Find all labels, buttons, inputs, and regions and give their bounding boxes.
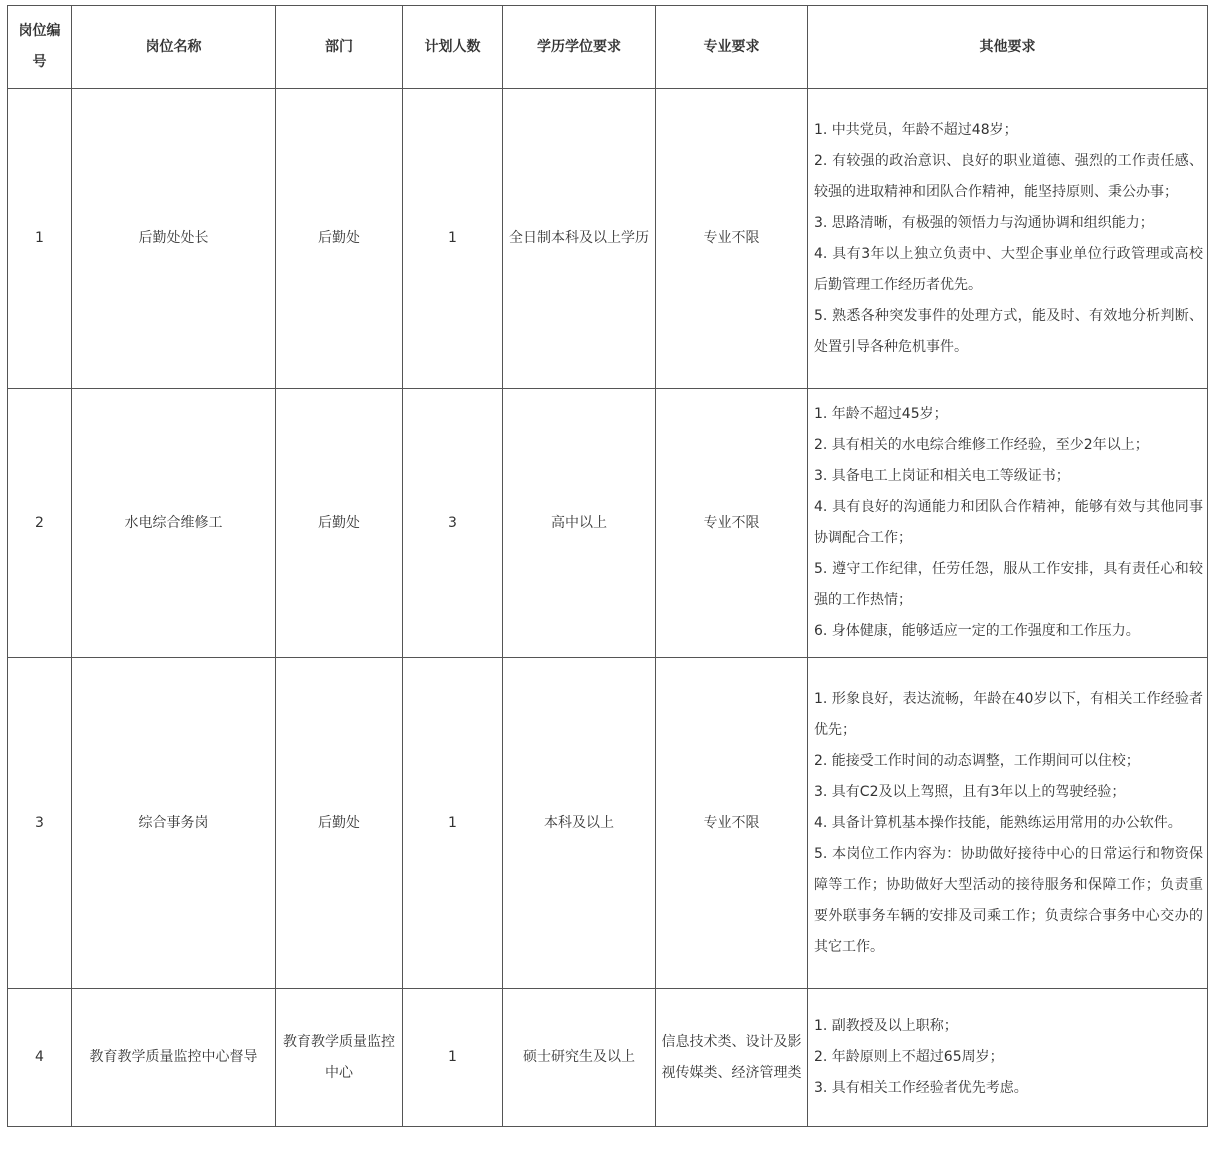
cell-position-no: 1 xyxy=(8,89,72,389)
cell-department: 后勤处 xyxy=(276,89,403,389)
cell-other-requirements xyxy=(808,389,1208,658)
cell-major: 专业不限 xyxy=(656,89,808,389)
requirement-line: 1. 中共党员，年龄不超过48岁； xyxy=(814,121,1018,138)
cell-planned-count: 3 xyxy=(403,389,503,658)
requirement-line: 2. 具有相关的水电综合维修工作经验，至少2年以上； xyxy=(814,437,1149,453)
requirement-line: 4. 具有良好的沟通能力和团队合作精神，能够有效与其他同事协调配合工作； xyxy=(814,499,1203,546)
cell-education: 全日制本科及以上学历 xyxy=(503,89,656,389)
cell-planned-count: 1 xyxy=(403,989,503,1127)
requirement-line: 5. 遵守工作纪律，任劳任怨，服从工作安排，具有责任心和较强的工作热情； xyxy=(814,561,1203,608)
cell-position-no: 2 xyxy=(8,389,72,658)
requirement-line: 2. 能接受工作时间的动态调整，工作期间可以住校； xyxy=(814,752,1140,769)
table-row xyxy=(8,658,1208,989)
header-department: 部门 xyxy=(276,6,403,89)
header-planned-count: 计划人数 xyxy=(403,6,503,89)
requirement-line: 1. 副教授及以上职称； xyxy=(814,1018,958,1034)
table-row xyxy=(8,989,1208,1127)
job-requirements-table xyxy=(7,5,1208,1127)
table-row xyxy=(8,89,1208,389)
cell-department: 后勤处 xyxy=(276,389,403,658)
cell-education: 本科及以上 xyxy=(503,658,656,989)
requirement-line: 3. 具有相关工作经验者优先考虑。 xyxy=(814,1080,1028,1096)
cell-other-requirements xyxy=(808,89,1208,389)
header-position-name: 岗位名称 xyxy=(72,6,276,89)
cell-department: 教育教学质量监控中心 xyxy=(276,989,403,1127)
requirement-line: 6. 身体健康，能够适应一定的工作强度和工作压力。 xyxy=(814,623,1140,639)
cell-position-name: 后勤处处长 xyxy=(72,89,276,389)
cell-other-requirements xyxy=(808,989,1208,1127)
requirement-line: 3. 思路清晰，有极强的领悟力与沟通协调和组织能力； xyxy=(814,214,1154,231)
cell-department: 后勤处 xyxy=(276,658,403,989)
cell-major: 信息技术类、设计及影视传媒类、经济管理类 xyxy=(656,989,808,1127)
cell-planned-count: 1 xyxy=(403,658,503,989)
cell-education: 高中以上 xyxy=(503,389,656,658)
requirement-line: 4. 具备计算机基本操作技能，能熟练运用常用的办公软件。 xyxy=(814,814,1182,831)
cell-position-name: 教育教学质量监控中心督导 xyxy=(72,989,276,1127)
requirement-line: 2. 有较强的政治意识、良好的职业道德、强烈的工作责任感、较强的进取精神和团队合作精神，能坚持原则、秉公办事； xyxy=(814,152,1203,200)
requirement-line: 3. 具备电工上岗证和相关电工等级证书； xyxy=(814,468,1070,484)
requirement-line: 5. 本岗位工作内容为：协助做好接待中心的日常运行和物资保障等工作；协助做好大型活动的接待服务和保障工作；负责重要外联事务车辆的安排及司乘工作；负责综合事务中心交办的其它工作。 xyxy=(814,845,1203,955)
cell-position-name: 综合事务岗 xyxy=(72,658,276,989)
cell-planned-count: 1 xyxy=(403,89,503,389)
cell-major: 专业不限 xyxy=(656,389,808,658)
requirement-line: 1. 形象良好，表达流畅，年龄在40岁以下，有相关工作经验者优先； xyxy=(814,690,1203,738)
cell-position-no: 4 xyxy=(8,989,72,1127)
requirement-line: 5. 熟悉各种突发事件的处理方式，能及时、有效地分析判断、处置引导各种危机事件。 xyxy=(814,307,1203,355)
requirement-line: 3. 具有C2及以上驾照，且有3年以上的驾驶经验； xyxy=(814,783,1126,800)
header-position-no: 岗位编号 xyxy=(8,6,72,89)
cell-position-name: 水电综合维修工 xyxy=(72,389,276,658)
requirement-line: 1. 年龄不超过45岁； xyxy=(814,406,948,422)
table-header-row xyxy=(8,6,1208,89)
cell-major: 专业不限 xyxy=(656,658,808,989)
cell-position-no: 3 xyxy=(8,658,72,989)
header-other-requirements: 其他要求 xyxy=(808,6,1208,89)
header-major: 专业要求 xyxy=(656,6,808,89)
table-row xyxy=(8,389,1208,658)
cell-education: 硕士研究生及以上 xyxy=(503,989,656,1127)
cell-other-requirements xyxy=(808,658,1208,989)
requirement-line: 4. 具有3年以上独立负责中、大型企事业单位行政管理或高校后勤管理工作经历者优先。 xyxy=(814,245,1203,293)
header-education: 学历学位要求 xyxy=(503,6,656,89)
requirement-line: 2. 年龄原则上不超过65周岁； xyxy=(814,1049,1004,1065)
